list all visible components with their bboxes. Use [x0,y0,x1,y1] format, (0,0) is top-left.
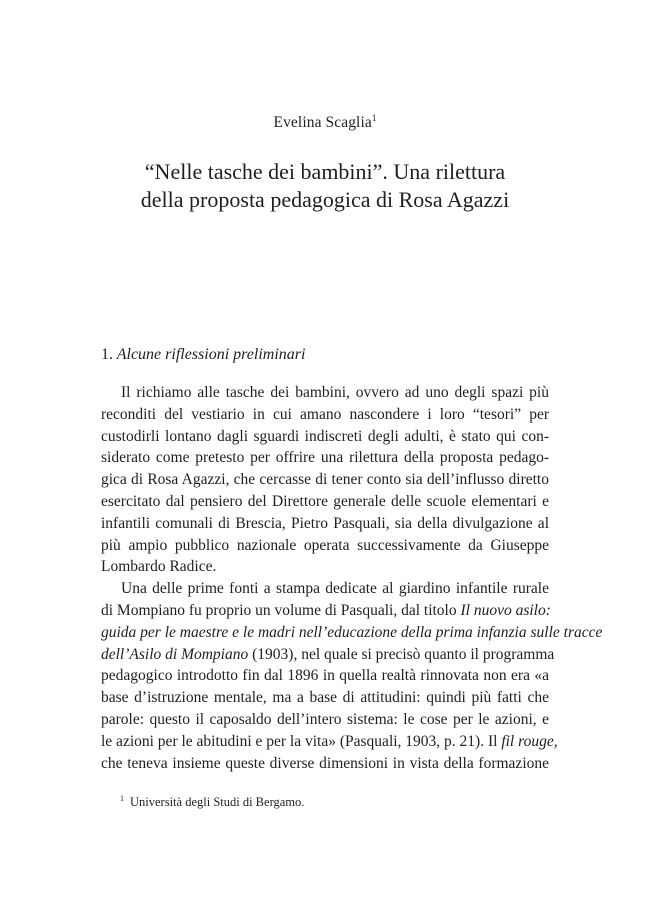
text-line: Una delle prime fonti a stampa dedicate al giardino infantile rurale [121,580,549,598]
title-line-1: “Nelle tasche dei bambini”. Una rilettura [144,159,506,184]
text-line: più ampio pubblico nazionale operata successivamente da Giuseppe [101,536,549,554]
author-footnote-mark: 1 [371,113,377,123]
text-line: che teneva insieme queste diverse dimensioni in vista della formazione [101,754,549,772]
text-line: esercitato dal pensiero del Direttore generale delle scuole elementari e [101,492,549,510]
text-line: gica di Rosa Agazzi, che cercasse di tener conto sia dell’influsso diretto [101,471,549,489]
body-text [101,382,603,774]
italic-term: fil rouge, [501,732,558,750]
article-title [0,158,650,214]
text-line: siderato come pretesto per offrire una rilettura della proposta pedago- [101,449,549,467]
text-run: (1903), nel quale si precisò quanto il programma [248,645,555,663]
text-line: custodirli lontano dagli sguardi indiscreti degli adulti, è stato qui con- [101,427,549,445]
author-name: Evelina Scaglia [273,114,372,131]
text-line [101,622,603,644]
section-heading [101,346,305,364]
book-title-run: dell’Asilo di Mompiano [101,645,249,663]
text-line [101,731,558,753]
text-run: le azioni per le abitudini e per la vita» (Pasquali, 1903, p. 21). Il [101,732,502,750]
text-line [101,644,555,666]
text-line: base d’istruzione mentale, ma a base di attitudini: quindi più fatti che [101,689,549,707]
section-title: Alcune riflessioni preliminari [116,346,306,363]
title-line-2: della proposta pedagogica di Rosa Agazzi [140,187,510,212]
text-run: di Mompiano fu proprio un volume di Pasquali, dal titolo [101,601,461,619]
text-line: Il richiamo alle tasche dei bambini, ovvero ad uno degli spazi più [121,384,549,401]
text-line: reconditi del vestiario in cui amano nascondere i loro “tesori” per [101,405,549,423]
footnote-text: Università degli Studi di Bergamo. [130,795,305,809]
text-line: Lombardo Radice. [101,558,217,576]
footnote-mark: 1 [120,794,124,803]
text-line: pedagogico introdotto fin dal 1896 in quella realtà rinnovata non era «a [101,667,549,685]
author-line [0,113,650,132]
text-line: infantili comunali di Brescia, Pietro Pasquali, sia della divulgazione al [101,514,549,532]
book-title-run: guida per le maestre e le madri nell’educazione della prima infanzia sulle tracce [101,623,603,641]
section-number: 1. [101,346,113,363]
text-line [101,600,549,622]
footnote [120,794,304,810]
book-title-run: Il nuovo asilo: [460,601,551,619]
text-line: parole: questo il caposaldo dell’intero sistema: le cose per le azioni, e [101,710,549,728]
